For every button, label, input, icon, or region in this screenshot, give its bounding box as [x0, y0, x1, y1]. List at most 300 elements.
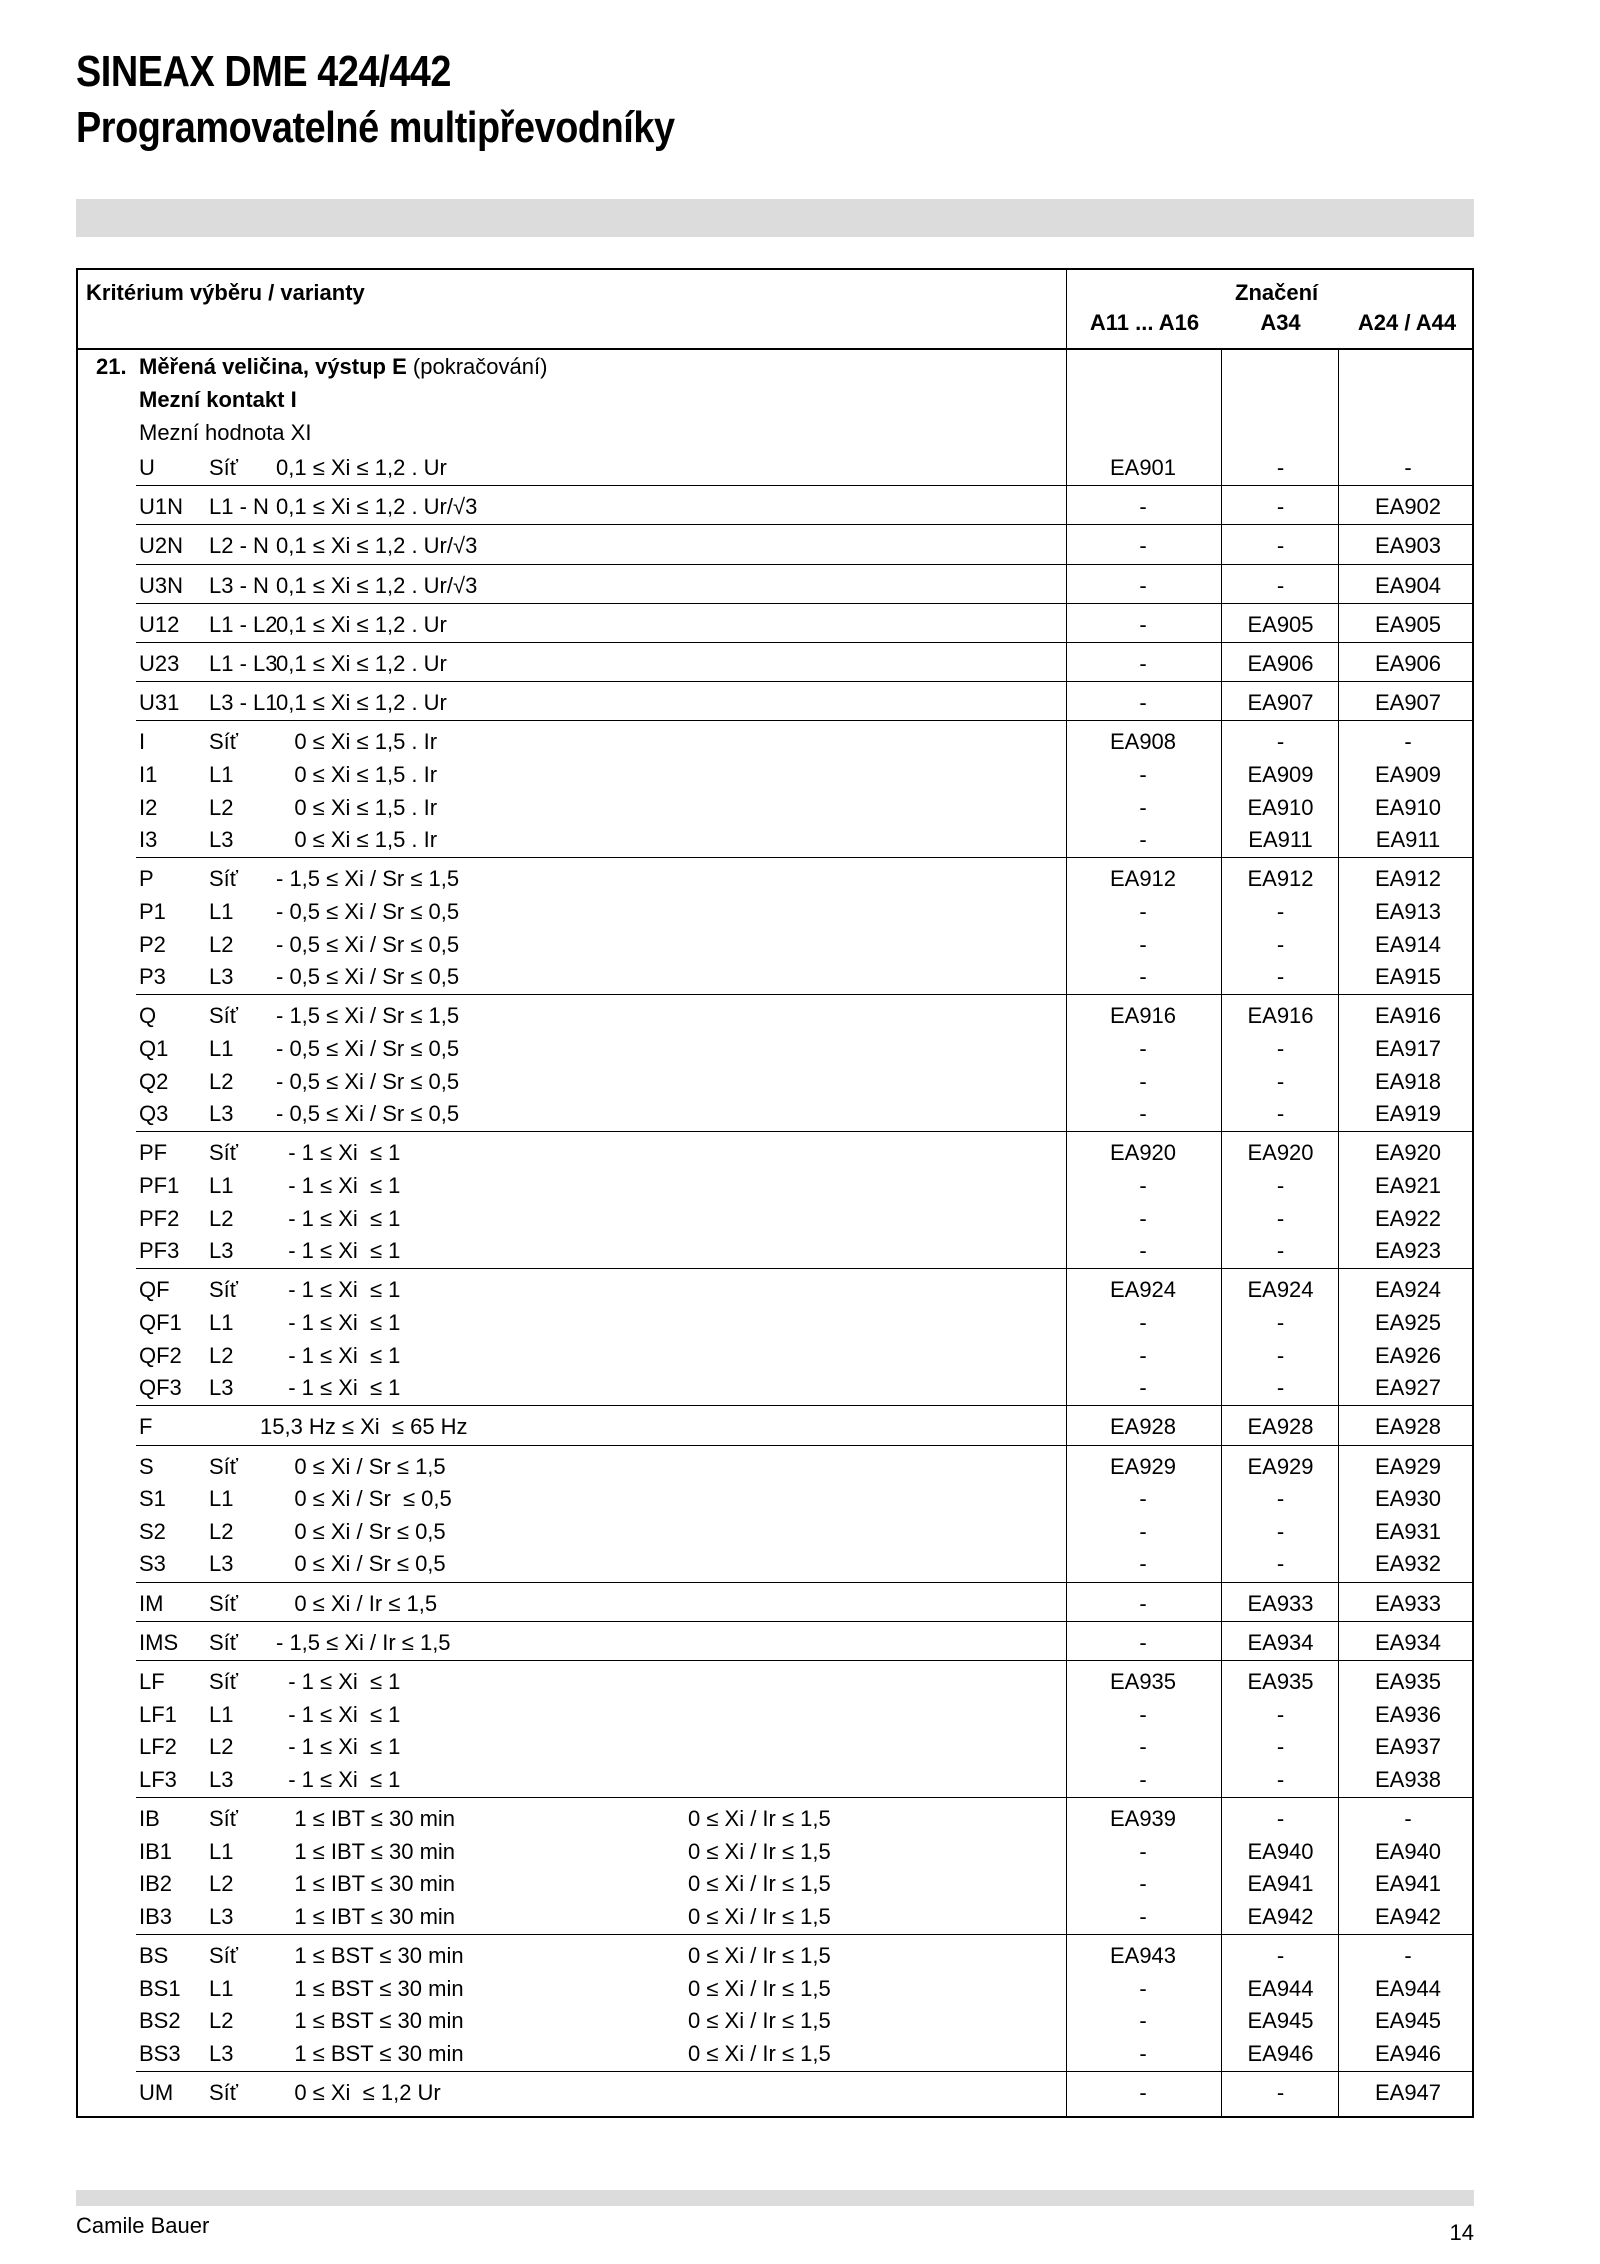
code-a24-a44: EA917	[1374, 1035, 1442, 1061]
quantity-symbol: Q2	[139, 1068, 169, 1094]
group-separator	[136, 1131, 1472, 1132]
quantity-symbol: BS1	[139, 1975, 181, 2001]
code-a24-a44: EA931	[1374, 1518, 1442, 1544]
group-separator	[136, 1934, 1472, 1935]
network-label: L1	[209, 1975, 234, 2001]
code-a11-a16: -	[1139, 1309, 1147, 1335]
code-a11-a16: -	[1139, 494, 1147, 520]
quantity-symbol: F	[139, 1414, 153, 1440]
code-a24-a44: EA926	[1374, 1342, 1442, 1368]
code-a34: -	[1276, 1172, 1285, 1198]
limit-range: 1 ≤ IBT ≤ 30 min	[276, 1903, 456, 1929]
group-separator	[136, 1797, 1472, 1798]
code-a24-a44: EA920	[1374, 1140, 1442, 1166]
code-a34: EA907	[1247, 690, 1314, 716]
limit-label: Mezní hodnota XI	[139, 420, 312, 445]
group-separator	[136, 564, 1472, 565]
limit-range: 1 ≤ BST ≤ 30 min	[276, 1943, 464, 1968]
code-a24-a44: -	[1404, 1943, 1412, 1968]
code-a11-a16: EA943	[1109, 1943, 1177, 1968]
table-row	[78, 1411, 1472, 1443]
secondary-range: 0 ≤ Xi / Ir ≤ 1,5	[688, 2008, 831, 2034]
network-label: L2	[209, 931, 234, 957]
row-group	[78, 488, 1472, 527]
network-label: L1	[209, 1172, 234, 1198]
section-number: 21.	[96, 354, 127, 379]
group-separator	[136, 857, 1472, 858]
table-row	[78, 863, 1472, 895]
code-a11-a16: EA929	[1109, 1453, 1177, 1479]
limit-range: - 0,5 ≤ Xi / Sr ≤ 0,5	[276, 1101, 460, 1127]
quantity-symbol: QF	[139, 1277, 170, 1303]
code-a24-a44: -	[1404, 1806, 1412, 1831]
network-label: L3	[209, 1903, 234, 1929]
code-a34: -	[1276, 1205, 1285, 1231]
limit-range: 1 ≤ IBT ≤ 30 min	[276, 1871, 456, 1897]
code-a34: -	[1276, 1766, 1285, 1792]
code-a34: -	[1276, 1518, 1285, 1544]
code-a34: EA905	[1247, 611, 1314, 637]
ordering-table	[76, 268, 1474, 2118]
code-a11-a16: EA908	[1109, 729, 1177, 755]
code-a24-a44: EA922	[1374, 1205, 1442, 1231]
limit-range: 0,1 ≤ Xi ≤ 1,2 . Ur/√3	[276, 572, 478, 598]
table-row	[78, 1203, 1472, 1235]
limit-range: 1 ≤ BST ≤ 30 min	[276, 1975, 464, 2001]
quantity-symbol: IM	[139, 1590, 164, 1616]
network-label: L3	[209, 2040, 234, 2066]
code-a24-a44: EA940	[1374, 1838, 1442, 1864]
code-a34: EA945	[1247, 2008, 1314, 2034]
limit-range: - 1 ≤ Xi ≤ 1	[276, 1309, 401, 1335]
code-a11-a16: -	[1139, 761, 1147, 787]
code-a24-a44: EA905	[1374, 611, 1442, 637]
column-heading-a11-a16: A11 ... A16	[1089, 310, 1200, 335]
network-label: L3 - N	[209, 572, 269, 598]
limit-range: 0 ≤ Xi / Sr ≤ 0,5	[276, 1518, 446, 1544]
code-a34: -	[1276, 1309, 1285, 1335]
code-a24-a44: EA924	[1374, 1277, 1442, 1303]
table-row	[78, 1066, 1472, 1098]
table-row	[78, 1973, 1472, 2005]
quantity-symbol: P3	[139, 964, 166, 990]
title-line-2: Programovatelné multipřevodníky	[76, 103, 675, 152]
secondary-range: 0 ≤ Xi / Ir ≤ 1,5	[688, 1871, 831, 1897]
table-row	[78, 1940, 1472, 1972]
code-a11-a16: EA916	[1109, 1003, 1177, 1029]
row-group	[78, 645, 1472, 684]
row-group	[78, 997, 1472, 1134]
limit-range: 0 ≤ Xi ≤ 1,5 . Ir	[276, 729, 438, 755]
code-a24-a44: EA935	[1374, 1669, 1442, 1694]
section-subtitle: Mezní kontakt I	[139, 387, 297, 412]
network-label: L3	[209, 827, 234, 853]
code-a11-a16: EA901	[1109, 455, 1177, 480]
row-group	[78, 1585, 1472, 1624]
code-a34: -	[1276, 1342, 1285, 1368]
limit-range: - 1 ≤ Xi ≤ 1	[276, 1205, 401, 1231]
code-a24-a44: EA903	[1374, 533, 1442, 559]
network-label: L1	[209, 761, 234, 787]
row-group	[78, 567, 1472, 606]
secondary-range: 0 ≤ Xi / Ir ≤ 1,5	[688, 1806, 831, 1831]
title-line-1: SINEAX DME 424/442	[76, 47, 452, 96]
table-row	[78, 1666, 1472, 1698]
code-a24-a44: EA907	[1374, 690, 1442, 716]
table-row	[78, 2005, 1472, 2037]
code-a11-a16: -	[1139, 2080, 1147, 2105]
network-label: L1 - L2	[209, 611, 278, 637]
limit-range: 0,1 ≤ Xi ≤ 1,2 . Ur	[276, 690, 447, 716]
code-a24-a44: EA934	[1374, 1629, 1442, 1655]
secondary-range: 0 ≤ Xi / Ir ≤ 1,5	[688, 1838, 831, 1864]
code-a11-a16: -	[1139, 572, 1147, 598]
code-a11-a16: -	[1139, 794, 1147, 820]
limit-range: 1 ≤ IBT ≤ 30 min	[276, 1806, 456, 1831]
code-a11-a16: -	[1139, 964, 1147, 990]
table-row	[78, 1803, 1472, 1835]
quantity-symbol: IB1	[139, 1838, 173, 1864]
secondary-range: 0 ≤ Xi / Ir ≤ 1,5	[688, 1943, 831, 1968]
network-label: Síť	[209, 1806, 239, 1831]
code-a11-a16: -	[1139, 1518, 1147, 1544]
code-a11-a16: -	[1139, 1238, 1147, 1264]
network-label: L1	[209, 898, 234, 924]
table-row	[78, 726, 1472, 758]
network-label: L3	[209, 1551, 234, 1577]
network-label: Síť	[209, 1453, 239, 1479]
section-title-suffix: (pokračování)	[406, 354, 548, 379]
code-a11-a16: -	[1139, 1068, 1147, 1094]
group-separator	[136, 485, 1472, 486]
group-separator	[136, 1582, 1472, 1583]
code-a24-a44: EA947	[1374, 2080, 1442, 2105]
table-row	[78, 1764, 1472, 1796]
table-row	[78, 1627, 1472, 1659]
limit-range: - 0,5 ≤ Xi / Sr ≤ 0,5	[276, 1035, 460, 1061]
quantity-symbol: PF2	[139, 1205, 180, 1231]
table-row	[78, 1000, 1472, 1032]
table-row	[78, 1483, 1472, 1515]
limit-range: 0 ≤ Xi ≤ 1,5 . Ir	[276, 794, 438, 820]
quantity-symbol: QF3	[139, 1375, 182, 1401]
code-a24-a44: EA925	[1374, 1309, 1442, 1335]
network-label: Síť	[209, 729, 239, 755]
code-a34: -	[1276, 1035, 1285, 1061]
code-a34: -	[1276, 1806, 1285, 1831]
quantity-symbol: QF2	[139, 1342, 182, 1368]
code-a11-a16: -	[1139, 1035, 1147, 1061]
column-heading-a34: A34	[1260, 310, 1301, 335]
column-heading-a24-a44: A24 / A44	[1357, 310, 1457, 335]
table-row	[78, 452, 1472, 484]
table-row	[78, 648, 1472, 680]
company-name: Camile Bauer	[76, 2213, 210, 2238]
table-row	[78, 1098, 1472, 1130]
quantity-symbol: UM	[139, 2080, 174, 2105]
quantity-symbol: PF3	[139, 1238, 180, 1264]
row-group	[78, 1663, 1472, 1800]
network-label: Síť	[209, 1629, 239, 1655]
table-row	[78, 1731, 1472, 1763]
limit-range: 0 ≤ Xi ≤ 1,5 . Ir	[276, 827, 438, 853]
code-a24-a44: EA928	[1374, 1414, 1442, 1440]
quantity-symbol: U12	[139, 611, 180, 637]
code-a24-a44: EA937	[1374, 1734, 1442, 1760]
quantity-symbol: BS	[139, 1943, 169, 1968]
quantity-symbol: LF1	[139, 1701, 177, 1727]
network-label: L1	[209, 1309, 234, 1335]
quantity-symbol: Q	[139, 1003, 157, 1029]
code-a11-a16: -	[1139, 827, 1147, 853]
row-group	[78, 1408, 1472, 1447]
limit-range: - 0,5 ≤ Xi / Sr ≤ 0,5	[276, 931, 460, 957]
limit-range: 0 ≤ Xi / Sr ≤ 0,5	[276, 1486, 452, 1512]
code-a34: -	[1276, 2080, 1285, 2105]
code-a24-a44: EA933	[1374, 1590, 1442, 1616]
row-group	[78, 2074, 1472, 2113]
row-group	[78, 684, 1472, 723]
code-a34: -	[1276, 533, 1285, 559]
limit-range: 0 ≤ Xi / Ir ≤ 1,5	[276, 1590, 438, 1616]
code-a24-a44: EA904	[1374, 572, 1442, 598]
code-a11-a16: -	[1139, 690, 1147, 716]
limit-range: - 0,5 ≤ Xi / Sr ≤ 0,5	[276, 1068, 460, 1094]
code-a11-a16: -	[1139, 2040, 1147, 2066]
quantity-symbol: U3N	[139, 572, 184, 598]
code-a34: EA910	[1247, 794, 1314, 820]
limit-range: 0 ≤ Xi / Sr ≤ 1,5	[276, 1453, 446, 1479]
table-row	[78, 609, 1472, 641]
limit-range: 0 ≤ Xi / Sr ≤ 0,5	[276, 1551, 446, 1577]
code-a24-a44: EA909	[1374, 761, 1442, 787]
quantity-symbol: BS3	[139, 2040, 181, 2066]
limit-range: - 1,5 ≤ Xi / Sr ≤ 1,5	[276, 866, 460, 892]
row-group	[78, 723, 1472, 860]
network-label: Síť	[209, 455, 239, 480]
code-a34: -	[1276, 1238, 1285, 1264]
network-label: L2	[209, 1518, 234, 1544]
table-row	[78, 530, 1472, 562]
limit-range: - 1,5 ≤ Xi / Ir ≤ 1,5	[276, 1629, 451, 1655]
row-group	[78, 1800, 1472, 1937]
limit-range: - 1 ≤ Xi ≤ 1	[276, 1172, 401, 1198]
network-label: L1 - N	[209, 494, 269, 520]
table-row	[78, 687, 1472, 719]
limit-range: - 1 ≤ Xi ≤ 1	[276, 1669, 401, 1694]
code-a11-a16: -	[1139, 1205, 1147, 1231]
network-label: Síť	[209, 1140, 239, 1166]
code-a34: EA944	[1247, 1975, 1314, 2001]
limit-range: - 1 ≤ Xi ≤ 1	[276, 1734, 401, 1760]
network-label: L1	[209, 1486, 234, 1512]
quantity-symbol: IB3	[139, 1903, 173, 1929]
quantity-symbol: QF1	[139, 1309, 182, 1335]
code-a24-a44: EA906	[1374, 651, 1442, 676]
network-label: L3	[209, 1101, 234, 1127]
code-a11-a16: -	[1139, 1590, 1147, 1616]
network-label: L2	[209, 1205, 234, 1231]
limit-range: 0,1 ≤ Xi ≤ 1,2 . Ur	[276, 651, 447, 676]
code-a11-a16: -	[1139, 1734, 1147, 1760]
quantity-symbol: I3	[139, 827, 158, 853]
code-a24-a44: EA941	[1374, 1871, 1442, 1897]
quantity-symbol: IB2	[139, 1871, 173, 1897]
code-a11-a16: EA935	[1109, 1669, 1177, 1694]
code-a34: -	[1276, 1701, 1285, 1727]
table-row	[78, 1235, 1472, 1267]
code-a11-a16: -	[1139, 1629, 1147, 1655]
quantity-symbol: U2N	[139, 533, 184, 559]
page-title	[76, 44, 675, 156]
quantity-symbol: U31	[139, 690, 180, 716]
limit-range: 1 ≤ IBT ≤ 30 min	[276, 1838, 456, 1864]
code-a24-a44: EA923	[1374, 1238, 1442, 1264]
code-a24-a44: EA918	[1374, 1068, 1442, 1094]
section-title: Měřená veličina, výstup E	[139, 354, 407, 379]
table-row	[78, 1588, 1472, 1620]
code-a34: EA924	[1247, 1277, 1314, 1303]
table-row	[78, 1699, 1472, 1731]
quantity-symbol: U23	[139, 651, 180, 676]
row-group	[78, 527, 1472, 566]
limit-range: - 1 ≤ Xi ≤ 1	[276, 1277, 401, 1303]
table-row	[78, 1451, 1472, 1483]
table-row	[78, 1137, 1472, 1169]
row-group	[78, 1134, 1472, 1271]
limit-range: - 1 ≤ Xi ≤ 1	[276, 1140, 401, 1166]
table-row	[78, 929, 1472, 961]
quantity-symbol: LF	[139, 1669, 165, 1694]
table-row	[78, 961, 1472, 993]
quantity-symbol: LF3	[139, 1766, 177, 1792]
code-a24-a44: EA913	[1374, 898, 1442, 924]
code-a34: -	[1276, 572, 1285, 598]
code-a34: -	[1276, 1068, 1285, 1094]
code-a11-a16: -	[1139, 1838, 1147, 1864]
code-a34: -	[1276, 1486, 1285, 1512]
limit-range: 0 ≤ Xi ≤ 1,2 Ur	[276, 2080, 441, 2105]
network-label: Síť	[209, 2080, 239, 2105]
criterion-heading: Kritérium výběru / varianty	[86, 280, 365, 305]
code-a34: -	[1276, 1943, 1285, 1968]
code-a11-a16: -	[1139, 1342, 1147, 1368]
code-a24-a44: EA932	[1374, 1551, 1442, 1577]
quantity-symbol: U1N	[139, 494, 184, 520]
code-a34: EA920	[1247, 1140, 1314, 1166]
code-a34: -	[1276, 729, 1285, 755]
network-label: L2	[209, 1871, 234, 1897]
limit-range: 0,1 ≤ Xi ≤ 1,2 . Ur	[276, 611, 447, 637]
table-row	[78, 824, 1472, 856]
network-label: L1	[209, 1701, 234, 1727]
limit-range: 1 ≤ BST ≤ 30 min	[276, 2040, 464, 2066]
table-row	[78, 759, 1472, 791]
code-a24-a44: EA930	[1374, 1486, 1442, 1512]
network-label: Síť	[209, 866, 239, 892]
code-a11-a16: -	[1139, 1701, 1147, 1727]
code-a34: -	[1276, 455, 1285, 480]
network-label: L2	[209, 1068, 234, 1094]
code-a34: EA909	[1247, 761, 1314, 787]
code-a11-a16: EA928	[1109, 1414, 1177, 1440]
code-a11-a16: -	[1139, 1766, 1147, 1792]
code-a24-a44: EA936	[1374, 1701, 1442, 1727]
row-group	[78, 1271, 1472, 1408]
footer-band	[76, 2190, 1474, 2206]
group-separator	[136, 720, 1472, 721]
code-a34: -	[1276, 494, 1285, 520]
group-separator	[136, 1445, 1472, 1446]
code-a24-a44: EA902	[1374, 494, 1442, 520]
quantity-symbol: S3	[139, 1551, 166, 1577]
code-a34: EA916	[1247, 1003, 1314, 1029]
code-a24-a44: EA912	[1374, 866, 1442, 892]
code-a11-a16: -	[1139, 1101, 1147, 1127]
network-label: L1	[209, 1838, 234, 1864]
secondary-range: 0 ≤ Xi / Ir ≤ 1,5	[688, 1975, 831, 2001]
code-a11-a16: EA912	[1109, 866, 1177, 892]
table-row	[78, 1836, 1472, 1868]
limit-range: 15,3 Hz ≤ Xi ≤ 65 Hz	[260, 1414, 468, 1440]
code-a11-a16: -	[1139, 1903, 1147, 1929]
table-row	[78, 2077, 1472, 2109]
group-separator	[136, 1268, 1472, 1269]
code-a24-a44: EA911	[1375, 827, 1441, 853]
quantity-symbol: PF	[139, 1140, 168, 1166]
limit-range: - 1 ≤ Xi ≤ 1	[276, 1766, 401, 1792]
code-a34: EA912	[1247, 866, 1314, 892]
code-a24-a44: -	[1404, 729, 1412, 755]
code-a11-a16: -	[1139, 1172, 1147, 1198]
code-a11-a16: EA924	[1109, 1277, 1177, 1303]
code-a24-a44: EA927	[1374, 1375, 1442, 1401]
network-label: L3	[209, 1238, 234, 1264]
code-a34: -	[1276, 1734, 1285, 1760]
limit-range: 0,1 ≤ Xi ≤ 1,2 . Ur/√3	[276, 533, 478, 559]
quantity-symbol: PF1	[139, 1172, 180, 1198]
quantity-symbol: S1	[139, 1486, 166, 1512]
header-band	[76, 199, 1474, 237]
table-row	[78, 2038, 1472, 2070]
table-header	[78, 270, 1472, 350]
network-label: L3	[209, 1766, 234, 1792]
quantity-symbol: I	[139, 729, 146, 755]
limit-range: 0 ≤ Xi ≤ 1,5 . Ir	[276, 761, 438, 787]
code-a34: -	[1276, 931, 1285, 957]
code-a34: EA942	[1247, 1903, 1314, 1929]
code-a34: EA933	[1247, 1590, 1314, 1616]
table-row	[78, 1868, 1472, 1900]
table-row	[78, 1170, 1472, 1202]
code-a34: EA940	[1247, 1838, 1314, 1864]
network-label: L1	[209, 1035, 234, 1061]
secondary-range: 0 ≤ Xi / Ir ≤ 1,5	[688, 2040, 831, 2066]
network-label: L3	[209, 1375, 234, 1401]
code-a34: EA911	[1248, 827, 1313, 853]
code-a11-a16: -	[1139, 651, 1147, 676]
network-label: Síť	[209, 1943, 239, 1968]
page-number: 14	[1449, 2220, 1474, 2245]
table-row	[78, 896, 1472, 928]
group-separator	[136, 681, 1472, 682]
limit-range: 1 ≤ BST ≤ 30 min	[276, 2008, 464, 2034]
row-group	[78, 1448, 1472, 1585]
code-a24-a44: EA946	[1374, 2040, 1442, 2066]
code-a24-a44: EA945	[1374, 2008, 1442, 2034]
row-group	[78, 606, 1472, 645]
code-a11-a16: -	[1139, 1551, 1147, 1577]
